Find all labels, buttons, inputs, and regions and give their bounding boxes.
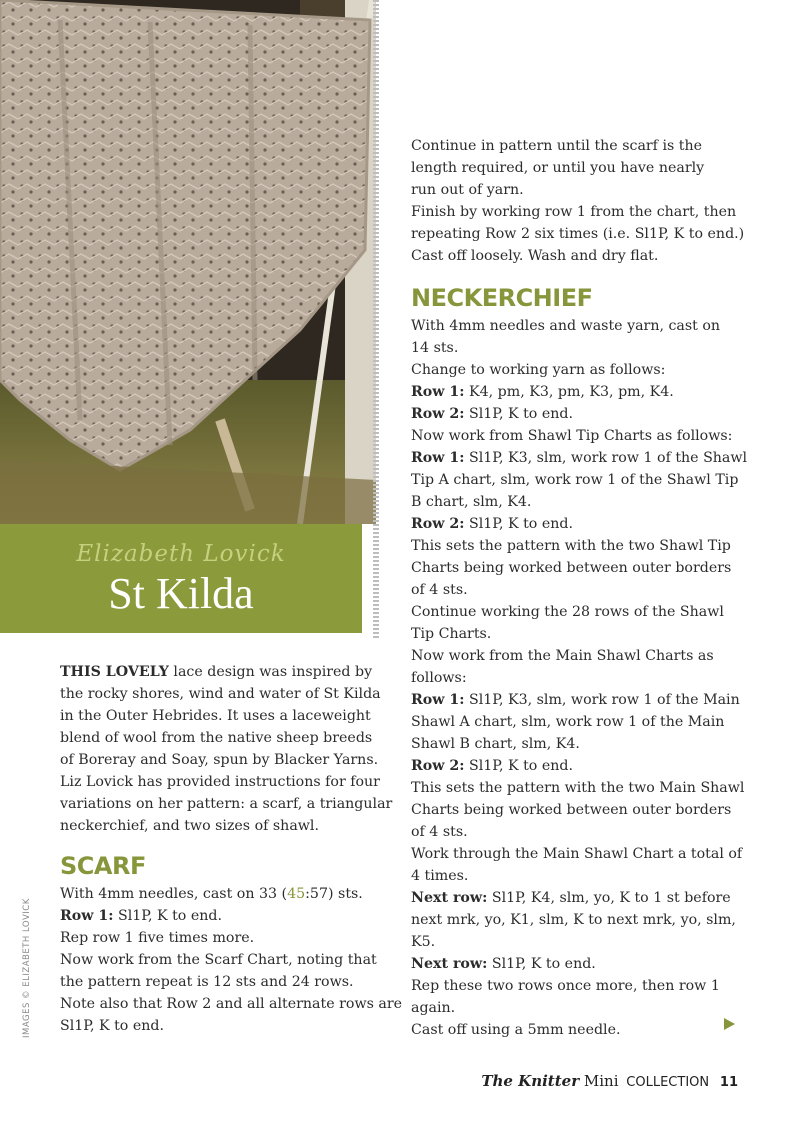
photo-illustration <box>0 0 376 524</box>
row-text: Sl1P, K3, slm, work row 1 of the Shawl <box>464 450 748 466</box>
neck-line: Charts being worked between outer borders <box>411 560 732 576</box>
intro-line: of Boreray and Soay, spun by Blacker Yarns. <box>60 752 379 768</box>
neck-line: This sets the pattern with the two Main Shawl <box>411 780 745 796</box>
intro-line: in the Outer Hebrides. It uses a laceweight <box>60 708 371 724</box>
lace-shawl-photo <box>0 0 376 524</box>
neck-line: Tip Charts. <box>411 626 492 642</box>
scarf-line: Sl1P, K to end. <box>60 1018 164 1034</box>
neck-line: Continue working the 28 rows of the Shawl <box>411 604 724 620</box>
row-text: Sl1P, K3, slm, work row 1 of the Main <box>464 692 740 708</box>
scarf-line: Rep row 1 five times more. <box>60 930 255 946</box>
neck-line: B chart, slm, K4. <box>411 494 532 510</box>
intro-line: Liz Lovick has provided instructions for four <box>60 774 380 790</box>
scarf-line: Note also that Row 2 and all alternate rows are <box>60 996 403 1012</box>
neck-row <box>411 381 751 403</box>
publication-mini: Mini <box>583 1072 619 1090</box>
collection-label: COLLECTION <box>626 1075 710 1090</box>
intro-line: neckerchief, and two sizes of shawl. <box>60 818 319 834</box>
intro-line: the rocky shores, wind and water of St Kilda <box>60 686 381 702</box>
neck-line: of 4 sts. <box>411 582 468 598</box>
pattern-title: St Kilda <box>108 569 254 618</box>
cont-line: Finish by working row 1 from the chart, then <box>411 204 737 220</box>
cast-on-text: With 4mm needles, cast on 33 ( <box>60 886 288 902</box>
row-label: Row 2: <box>411 406 465 422</box>
row-label: Next row: <box>411 956 488 972</box>
left-column <box>60 661 403 1037</box>
row-text: Sl1P, K to end. <box>464 758 573 774</box>
row-text: Sl1P, K to end. <box>113 908 222 924</box>
scarf-line: the pattern repeat is 12 sts and 24 rows. <box>60 974 354 990</box>
neck-line: Now work from the Main Shawl Charts as <box>411 648 714 664</box>
neck-line: 14 sts. <box>411 340 459 356</box>
right-column <box>411 135 751 1041</box>
row-text: K4, pm, K3, pm, K3, pm, K4. <box>464 384 674 400</box>
page-footer <box>481 1072 738 1090</box>
neck-line: Rep these two rows once more, then row 1 <box>411 978 720 994</box>
neck-line: follows: <box>411 670 467 686</box>
neck-row <box>411 689 751 711</box>
cont-line: run out of yarn. <box>411 182 524 198</box>
scarf-heading: SCARF <box>60 852 146 880</box>
row-label: Row 1: <box>411 450 465 466</box>
row-label: Row 1: <box>60 908 114 924</box>
neck-row <box>411 887 751 909</box>
row-text: Sl1P, K to end. <box>464 516 573 532</box>
cont-line: Cast off loosely. Wash and dry flat. <box>411 248 659 264</box>
neck-row <box>411 403 751 425</box>
scarf-cast-on <box>60 883 370 905</box>
scarf-row-1 <box>60 905 370 927</box>
neckerchief-heading: NECKERCHIEF <box>411 284 593 312</box>
continue-arrow-icon <box>724 1018 735 1030</box>
image-credit: IMAGES © ELIZABETH LOVICK <box>22 898 32 1038</box>
neck-line: Now work from Shawl Tip Charts as follows: <box>411 428 733 444</box>
neck-row <box>411 513 751 535</box>
cast-on-text-end: :57) sts. <box>305 886 363 902</box>
neck-line: Charts being worked between outer borders <box>411 802 732 818</box>
intro-line: variations on her pattern: a scarf, a triangular <box>60 796 393 812</box>
neck-line: Shawl A chart, slm, work row 1 of the Main <box>411 714 725 730</box>
neck-line: With 4mm needles and waste yarn, cast on <box>411 318 721 334</box>
publication-name: The Knitter <box>481 1072 580 1090</box>
row-label: Next row: <box>411 890 488 906</box>
neck-line: Change to working yarn as follows: <box>411 362 666 378</box>
neck-line: 4 times. <box>411 868 469 884</box>
intro-lead: THIS LOVELY <box>60 664 169 680</box>
neck-line: Cast off using a 5mm needle. <box>411 1022 621 1038</box>
page-edge-divider <box>366 0 388 660</box>
cont-line: length required, or until you have nearly <box>411 160 705 176</box>
neck-line: Shawl B chart, slm, K4. <box>411 736 580 752</box>
neck-row <box>411 755 751 777</box>
neck-row <box>411 953 751 975</box>
row-text: Sl1P, K to end. <box>487 956 596 972</box>
neck-line: of 4 sts. <box>411 824 468 840</box>
author-name: Elizabeth Lovick <box>76 541 286 567</box>
row-label: Row 2: <box>411 516 465 532</box>
size-highlight: 45 <box>287 886 306 902</box>
neck-line: Work through the Main Shawl Chart a total of <box>411 846 743 862</box>
scarf-line: Now work from the Scarf Chart, noting that <box>60 952 377 968</box>
neck-line: again. <box>411 1000 456 1016</box>
page-number: 11 <box>719 1075 738 1090</box>
neck-line: K5. <box>411 934 436 950</box>
intro-text: lace design was inspired by <box>168 664 373 680</box>
cont-line: repeating Row 2 six times (i.e. Sl1P, K to end.) <box>411 226 745 242</box>
row-text: Sl1P, K4, slm, yo, K to 1 st before <box>487 890 731 906</box>
neck-line: This sets the pattern with the two Shawl Tip <box>411 538 731 554</box>
intro-line: blend of wool from the native sheep breeds <box>60 730 373 746</box>
intro-line <box>60 661 373 683</box>
neck-line: next mrk, yo, K1, slm, K to next mrk, yo, slm, <box>411 912 736 928</box>
row-label: Row 2: <box>411 758 465 774</box>
neck-line: Tip A chart, slm, work row 1 of the Shawl Tip <box>411 472 739 488</box>
row-text: Sl1P, K to end. <box>464 406 573 422</box>
neck-row <box>411 447 751 469</box>
title-banner <box>0 524 362 633</box>
row-label: Row 1: <box>411 384 465 400</box>
cont-line: Continue in pattern until the scarf is the <box>411 138 703 154</box>
row-label: Row 1: <box>411 692 465 708</box>
